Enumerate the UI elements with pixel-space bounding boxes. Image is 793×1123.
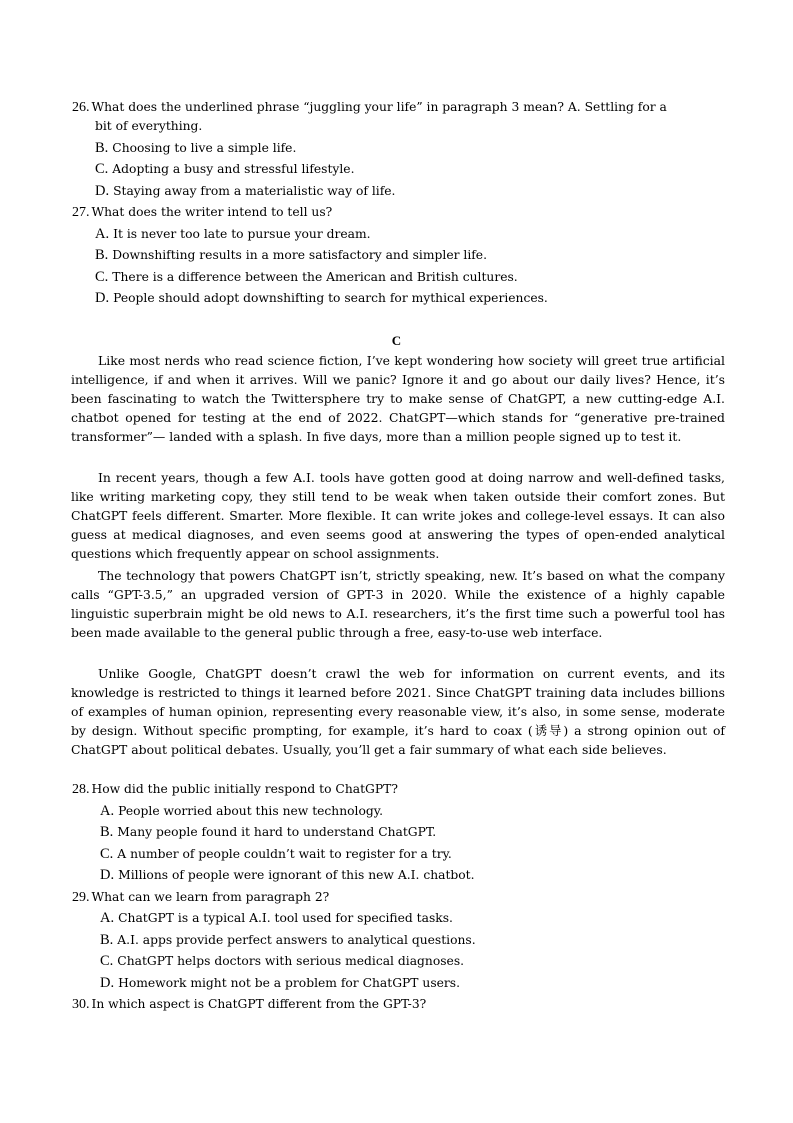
- option-b: [95, 246, 487, 265]
- question-27: [72, 203, 752, 222]
- option-text: A.I. apps provide perfect answers to analytical questions.: [117, 933, 476, 947]
- option-letter: B.: [100, 824, 114, 840]
- question-text: What does the underlined phrase “juggling your life” in paragraph 3 mean? A. Settling for a: [91, 100, 667, 114]
- question-text: What can we learn from paragraph 2?: [91, 890, 330, 904]
- option-text: It is never too late to pursue your dream.: [113, 227, 371, 241]
- option-letter: B.: [95, 140, 109, 156]
- question-text: What does the writer intend to tell us?: [91, 205, 333, 219]
- option-c: [100, 845, 452, 864]
- option-text: Many people found it hard to understand ChatGPT.: [117, 825, 437, 839]
- option-text: A number of people couldn’t wait to register for a try.: [117, 847, 452, 861]
- question-28: [72, 780, 752, 799]
- option-letter: D.: [95, 183, 110, 199]
- option-letter: D.: [100, 975, 115, 991]
- paragraph-text: Unlike Google, ChatGPT doesn’t crawl the web for information on current events, and its knowledge is restricted to things it learned before 2021. Since ChatGPT training data includes billions of examples of human opinion, representing every reasonable view, it’s also, in some sense, moderate by design. Without specific prompting, for example, it’s hard to coax (诱导) a strong opinion out of ChatGPT about political debates. Usually, you’ll get a fair summary of what each side believes.: [71, 666, 725, 757]
- option-letter: C.: [100, 846, 114, 862]
- option-d: [100, 866, 475, 885]
- option-text: Millions of people were ignorant of this new A.I. chatbot.: [118, 868, 475, 882]
- question-number: 28.: [72, 782, 90, 797]
- option-text: People should adopt downshifting to search for mythical experiences.: [113, 291, 548, 305]
- passage-paragraph-2: [71, 468, 725, 563]
- option-c: [100, 952, 464, 971]
- question-text: How did the public initially respond to ChatGPT?: [91, 782, 398, 796]
- question-number: 30.: [72, 997, 90, 1012]
- option-a: [100, 802, 383, 821]
- option-c: [95, 160, 354, 179]
- question-number: 27.: [72, 205, 90, 220]
- question-26: [72, 98, 752, 136]
- option-letter: D.: [95, 290, 110, 306]
- option-d: [95, 182, 395, 201]
- option-text: There is a difference between the American and British cultures.: [112, 270, 518, 284]
- option-b: [95, 139, 296, 158]
- paragraph-text: Like most nerds who read science fiction, I’ve kept wondering how society will greet true artificial intelligence, if and when it arrives. Will we panic? Ignore it and go about our daily lives? Hence, it’s been fascinating to watch the Twittersphere try to make sense of ChatGPT, a new cutting-edge A.I. chatbot opened for testing at the end of 2022. ChatGPT—which stands for “generative pre-trained transformer”— landed with a splash. In five days, more than a million people signed up to test it.: [71, 353, 725, 444]
- passage-paragraph-4: [71, 664, 725, 759]
- option-text: Choosing to live a simple life.: [112, 141, 297, 155]
- passage-paragraph-3: [71, 566, 725, 642]
- option-c: [95, 268, 518, 287]
- option-letter: C.: [95, 161, 109, 177]
- option-b: [100, 931, 476, 950]
- paragraph-text: The technology that powers ChatGPT isn’t, strictly speaking, new. It’s based on what the company calls “GPT-3.5,” an upgraded version of GPT-3 in 2020. While the existence of a highly capable linguistic superbrain might be old news to A.I. researchers, it’s the first time such a powerful tool has been made available to the general public through a free, easy-to-use web interface.: [71, 568, 725, 640]
- option-a: [100, 909, 453, 928]
- option-letter: A.: [100, 910, 115, 926]
- option-letter: D.: [100, 867, 115, 883]
- section-title: C: [391, 333, 402, 348]
- option-text: Homework might not be a problem for ChatGPT users.: [118, 976, 461, 990]
- option-letter: C.: [100, 953, 114, 969]
- option-d: [100, 974, 460, 993]
- question-number: 29.: [72, 890, 90, 905]
- option-letter: C.: [95, 269, 109, 285]
- paragraph-text: In recent years, though a few A.I. tools have gotten good at doing narrow and well-defined tasks, like writing marketing copy, they still tend to be weak when taken outside their comfort zones. But ChatGPT feels different. Smarter. More flexible. It can write jokes and college-level essays. It can also guess at medical diagnoses, and even seems good at answering the types of open-ended analytical questions which frequently appear on school assignments.: [71, 470, 725, 561]
- option-d: [95, 289, 548, 308]
- passage-paragraph-1: [71, 351, 725, 446]
- option-text: Adopting a busy and stressful lifestyle.: [112, 162, 355, 176]
- option-letter: B.: [95, 247, 109, 263]
- option-letter: B.: [100, 932, 114, 948]
- option-text: Downshifting results in a more satisfactory and simpler life.: [112, 248, 487, 262]
- question-text-continued: bit of everything.: [95, 119, 203, 133]
- question-text: In which aspect is ChatGPT different from the GPT-3?: [91, 997, 427, 1011]
- option-text: ChatGPT is a typical A.I. tool used for specified tasks.: [118, 911, 453, 925]
- option-text: Staying away from a materialistic way of life.: [113, 184, 396, 198]
- option-letter: A.: [95, 226, 110, 242]
- question-number: 26.: [72, 100, 90, 115]
- option-text: People worried about this new technology.: [118, 804, 383, 818]
- option-b: [100, 823, 436, 842]
- option-letter: A.: [100, 803, 115, 819]
- option-a: [95, 225, 371, 244]
- question-30: [72, 995, 752, 1014]
- option-text: ChatGPT helps doctors with serious medical diagnoses.: [117, 954, 465, 968]
- question-29: [72, 888, 752, 907]
